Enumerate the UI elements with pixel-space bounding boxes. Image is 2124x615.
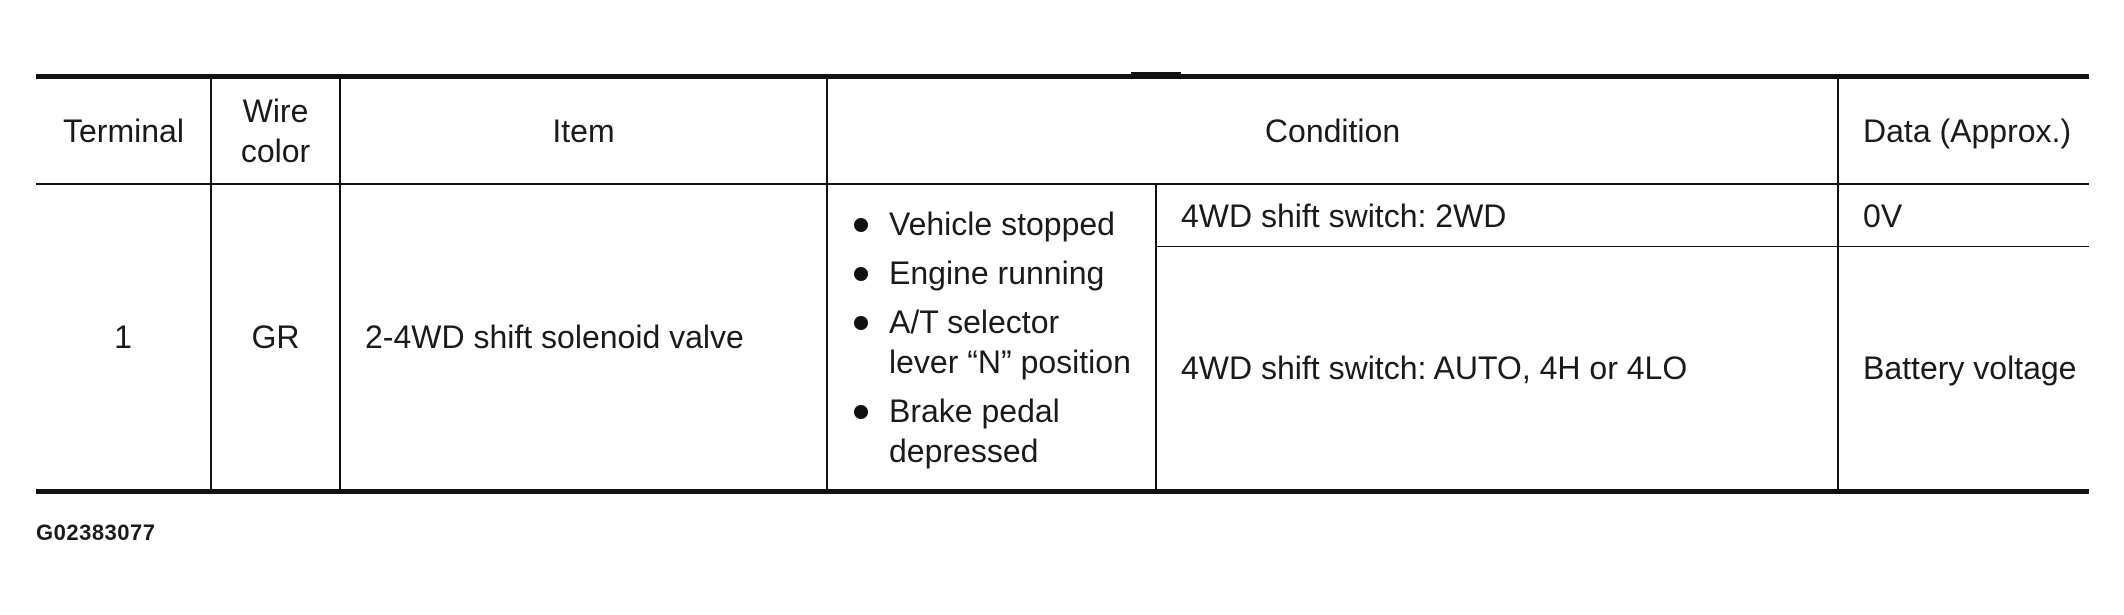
terminal-spec-table: [36, 74, 2089, 494]
item-cell: 2-4WD shift solenoid valve: [340, 184, 827, 492]
data-cell-auto: Battery voltage: [1863, 350, 2077, 386]
conditions-list: [828, 196, 1155, 479]
condition-text: A/T selector lever “N” position: [889, 303, 1131, 380]
bullet-icon: [854, 316, 868, 330]
condition-text: Brake pedal depressed: [889, 392, 1060, 469]
common-conditions-cell: [827, 184, 1156, 492]
table-row: [36, 184, 2089, 247]
bullet-icon: [854, 267, 868, 281]
header-item: Item: [340, 77, 827, 185]
condition-text: Engine running: [889, 254, 1105, 291]
header-wire-color-label: Wire color: [240, 93, 311, 169]
list-item: [852, 302, 1155, 382]
list-item: [852, 391, 1155, 471]
list-item: [852, 253, 1155, 293]
header-condition: Condition: [827, 77, 1838, 185]
bullet-icon: [854, 405, 868, 419]
terminal-cell: 1: [36, 184, 211, 492]
switch-state-cell-2wd: 4WD shift switch: 2WD: [1156, 184, 1838, 247]
header-row: [36, 77, 2089, 185]
bullet-icon: [854, 218, 868, 232]
switch-state-cell-auto: 4WD shift switch: AUTO, 4H or 4LO: [1156, 247, 1838, 492]
header-wire-color: [211, 77, 340, 185]
data-cell-2wd: 0V: [1838, 184, 2089, 247]
wire-color-cell: GR: [211, 184, 340, 492]
figure-id: G02383077: [36, 520, 156, 545]
list-item: [852, 204, 1155, 244]
header-data: Data (Approx.): [1838, 77, 2089, 185]
header-terminal: Terminal: [36, 77, 211, 185]
condition-text: Vehicle stopped: [889, 205, 1115, 242]
